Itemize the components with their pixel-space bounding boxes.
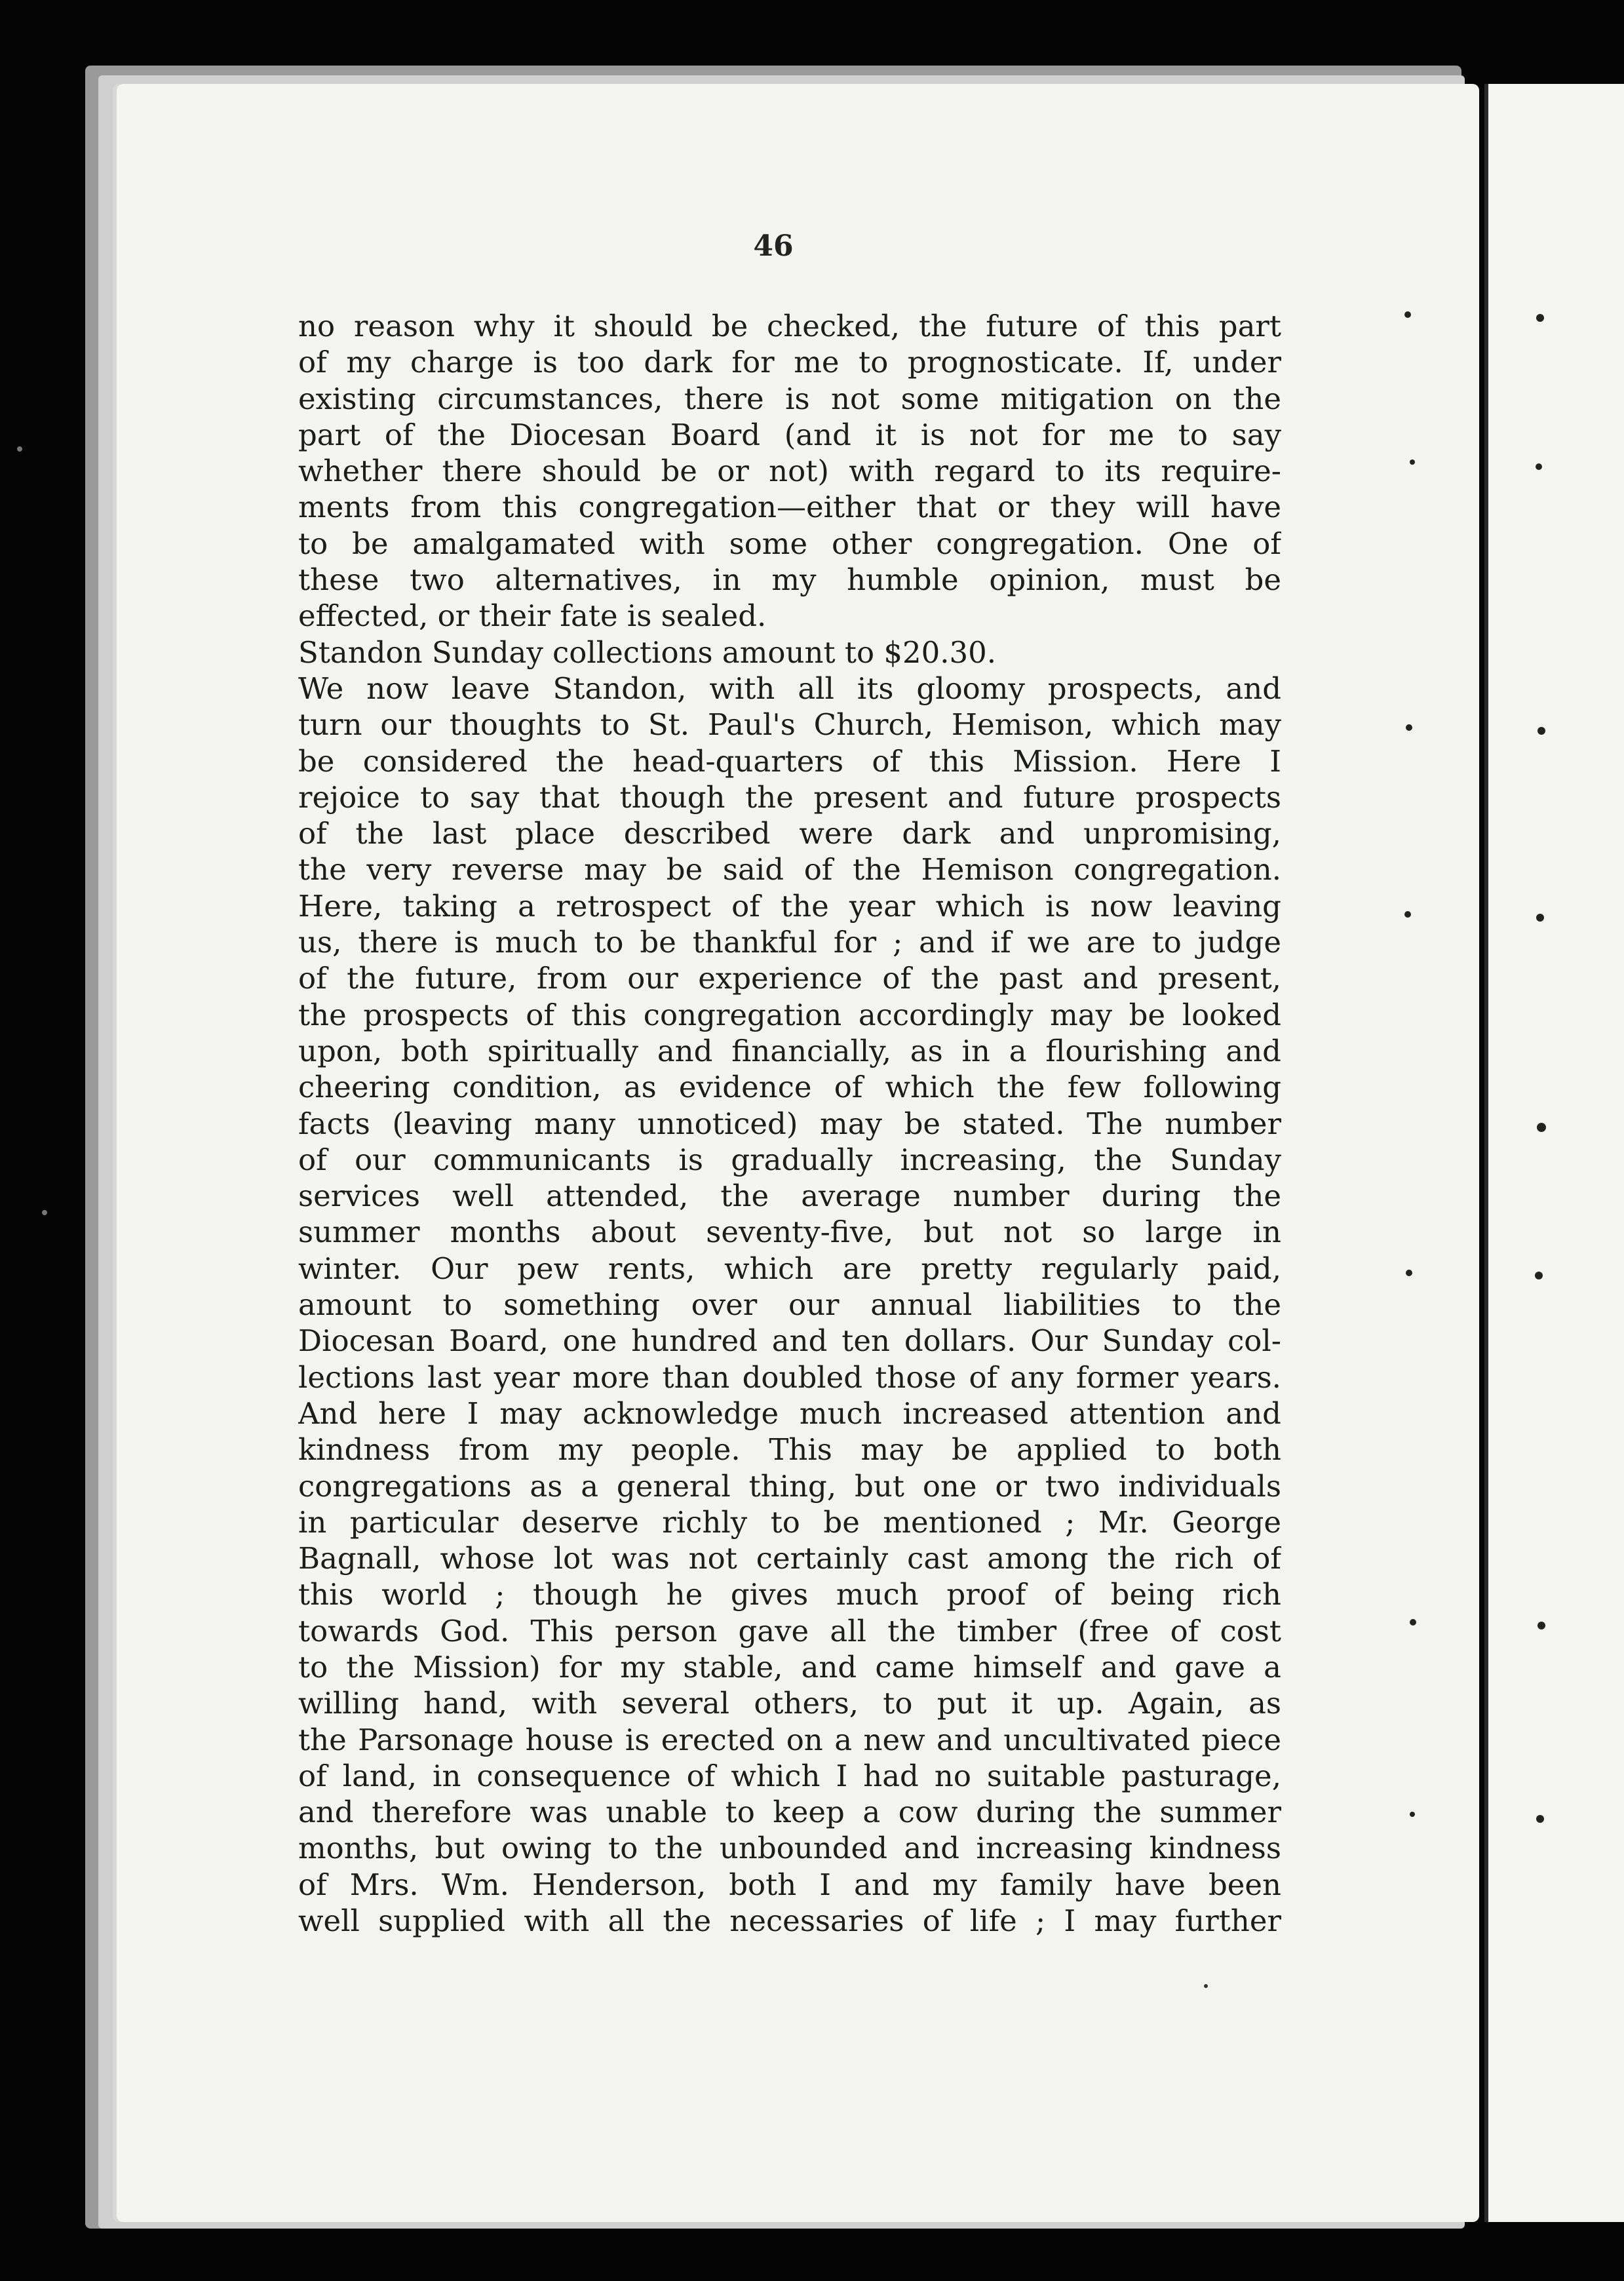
- text-line: congregations as a general thing, but one or two individuals: [298, 1468, 1281, 1504]
- text-line: of the future, from our experience of the past and present,: [298, 961, 1281, 996]
- body-text: [298, 308, 1281, 1939]
- text-line: us, there is much to be thankful for ; and if we are to judge: [298, 925, 1281, 960]
- text-line: services well attended, the average number during the: [298, 1179, 1281, 1214]
- text-line: rejoice to say that though the present and future prospects: [298, 779, 1281, 815]
- text-line: of my charge is too dark for me to prognosticate. If, under: [298, 345, 1281, 380]
- text-line: amount to something over our annual liabilities to the: [298, 1287, 1281, 1323]
- text-line: willing hand, with several others, to put it up. Again, as: [298, 1686, 1281, 1721]
- text-line: the Parsonage house is erected on a new and uncultivated piece: [298, 1722, 1281, 1757]
- text-line: the prospects of this congregation accordingly may be looked: [298, 997, 1281, 1032]
- text-line: facts (leaving many unnoticed) may be stated. The number: [298, 1106, 1281, 1141]
- text-line: part of the Diocesan Board (and it is not for me to say: [298, 417, 1281, 452]
- text-line: of land, in consequence of which I had no suitable pasturage,: [298, 1758, 1281, 1793]
- text-line: whether there should be or not) with regard to its require-: [298, 454, 1281, 489]
- text-line: Bagnall, whose lot was not certainly cast among the rich of: [298, 1541, 1281, 1576]
- text-line: months, but owing to the unbounded and increasing kindness: [298, 1831, 1281, 1866]
- text-line: cheering condition, as evidence of which the few following: [298, 1070, 1281, 1105]
- text-line: towards God. This person gave all the timber (free of cost: [298, 1613, 1281, 1648]
- speck: [17, 446, 22, 452]
- text-line: summer months about seventy-five, but not so large in: [298, 1215, 1281, 1250]
- text-line: well supplied with all the necessaries of life ; I may further: [298, 1903, 1281, 1939]
- adjacent-page-edge: [1484, 84, 1624, 2222]
- text-line: ments from this congregation—either that or they will have: [298, 490, 1281, 525]
- text-line: no reason why it should be checked, the future of this part: [298, 309, 1281, 343]
- text-line: of our communicants is gradually increasing, the Sunday: [298, 1142, 1281, 1177]
- text-line: Diocesan Board, one hundred and ten dollars. Our Sunday col-: [298, 1323, 1281, 1359]
- text-line: and therefore was unable to keep a cow during the summer: [298, 1795, 1281, 1830]
- text-line: of Mrs. Wm. Henderson, both I and my family have been: [298, 1867, 1281, 1902]
- text-line: to be amalgamated with some other congregation. One of: [298, 526, 1281, 561]
- page-number: 46: [753, 229, 794, 263]
- text-line: kindness from my people. This may be applied to both: [298, 1432, 1281, 1468]
- text-line: turn our thoughts to St. Paul's Church, Hemison, which may: [298, 707, 1281, 743]
- text-line: of the last place described were dark and unpromising,: [298, 816, 1281, 851]
- text-line: upon, both spiritually and financially, as in a flourishing and: [298, 1033, 1281, 1068]
- text-line: the very reverse may be said of the Hemison congregation.: [298, 852, 1281, 887]
- text-line: this world ; though he gives much proof of being rich: [298, 1577, 1281, 1612]
- text-line: Here, taking a retrospect of the year which is now leaving: [298, 888, 1281, 924]
- text-line: And here I may acknowledge much increased attention and: [298, 1395, 1281, 1431]
- text-line: lections last year more than doubled those of any former years.: [298, 1359, 1281, 1395]
- text-line: We now leave Standon, with all its gloomy prospects, and: [298, 671, 1281, 706]
- text-line: existing circumstances, there is not some mitigation on the: [298, 381, 1281, 416]
- text-line: Standon Sunday collections amount to $20.30.: [298, 634, 997, 670]
- text-line: winter. Our pew rents, which are pretty regularly paid,: [298, 1251, 1281, 1286]
- text-line: effected, or their fate is sealed.: [298, 598, 767, 634]
- text-line: be considered the head-quarters of this Mission. Here I: [298, 743, 1281, 779]
- text-line: to the Mission) for my stable, and came himself and gave a: [298, 1649, 1281, 1685]
- text-line: these two alternatives, in my humble opinion, must be: [298, 562, 1281, 598]
- text-line: in particular deserve richly to be mentioned ; Mr. George: [298, 1504, 1281, 1540]
- speck: [42, 1210, 47, 1215]
